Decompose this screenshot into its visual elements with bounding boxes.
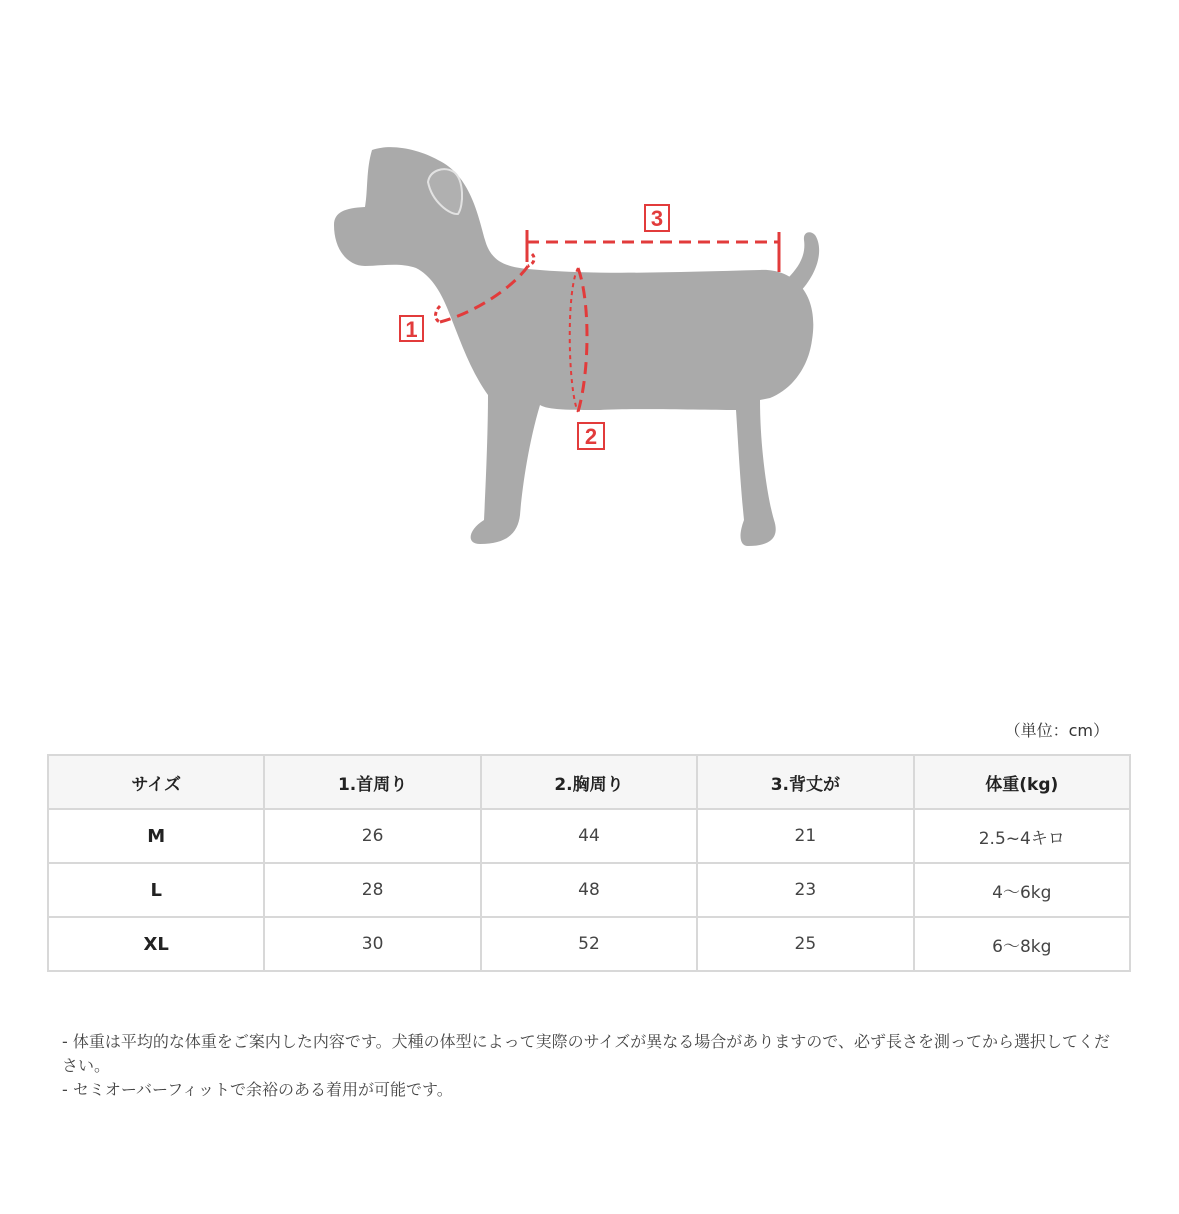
size-table <box>47 754 1131 972</box>
back-length-cell: 23 <box>697 863 913 917</box>
size-cell: M <box>48 809 264 863</box>
marker-2 <box>578 423 604 449</box>
table-row <box>48 863 1130 917</box>
header-size: サイズ <box>48 755 264 809</box>
neck-cell: 28 <box>264 863 480 917</box>
back-length-cell: 21 <box>697 809 913 863</box>
header-neck: 1.首周り <box>264 755 480 809</box>
header-back-length: 3.背丈が <box>697 755 913 809</box>
table-row <box>48 809 1130 863</box>
unit-note: （単位：cm） <box>1004 721 1109 740</box>
svg-text:1: 1 <box>405 317 418 342</box>
neck-cell: 30 <box>264 917 480 971</box>
neck-cell: 26 <box>264 809 480 863</box>
size-cell: XL <box>48 917 264 971</box>
dog-measurement-diagram <box>0 0 1179 600</box>
table-header-row <box>48 755 1130 809</box>
note-fit: - セミオーバーフィットで余裕のある着用が可能です。 <box>62 1080 453 1099</box>
back-length-cell: 25 <box>697 917 913 971</box>
marker-3 <box>645 205 669 231</box>
marker-1 <box>400 316 423 342</box>
chest-cell: 48 <box>481 863 697 917</box>
svg-text:3: 3 <box>650 206 664 231</box>
header-chest: 2.胸周り <box>481 755 697 809</box>
size-cell: L <box>48 863 264 917</box>
weight-cell: 4～6kg <box>914 863 1130 917</box>
notes <box>62 1030 1122 1102</box>
header-weight: 体重(kg) <box>914 755 1130 809</box>
table-row <box>48 917 1130 971</box>
weight-cell: 2.5~4キロ <box>914 809 1130 863</box>
chest-cell: 44 <box>481 809 697 863</box>
weight-cell: 6～8kg <box>914 917 1130 971</box>
note-weight: - 体重は平均的な体重をご案内した内容です。犬種の体型によって実際のサイズが異なる場合がありますので、必ず長さを測ってから選択してください。 <box>62 1032 1110 1075</box>
svg-text:2: 2 <box>584 424 598 449</box>
back-length-measure-line <box>527 230 779 272</box>
dog-silhouette-icon <box>334 147 819 546</box>
chest-cell: 52 <box>481 917 697 971</box>
